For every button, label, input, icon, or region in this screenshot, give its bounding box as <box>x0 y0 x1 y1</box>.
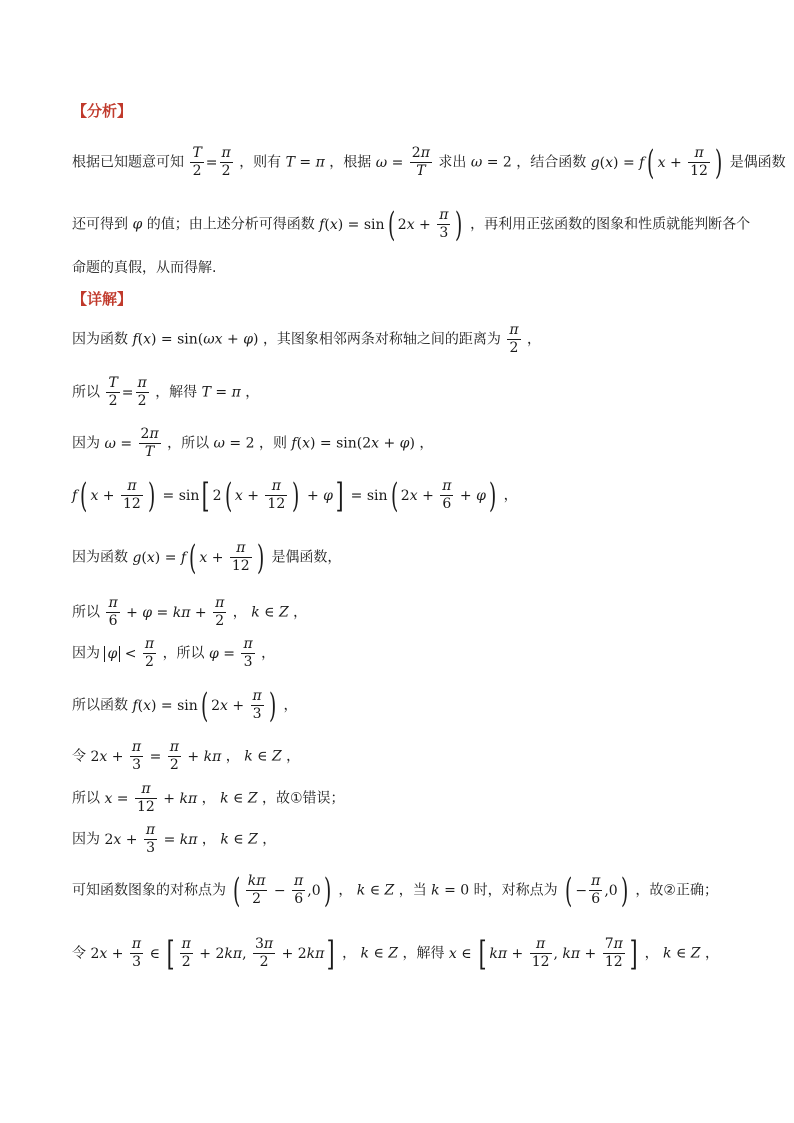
analysis-heading: 【分析】 <box>72 102 133 120</box>
analysis-line-3: 命题的真假，从而得解. <box>72 260 217 276</box>
analysis-line-2: 还可得到 φ 的值；由上述分析可得函数 f(x) = sin( 2x + $\frac{\pi}{3}$ ) ，再利用正弦函数的图象和性质就能判断各个 <box>72 204 751 245</box>
analysis-line-1: 根据已知题意可知 $\frac{T}{2}$ = $\frac{\pi}{2}$ ，则有 T = π ，根据 ω = $\frac{2\pi}{T}$ 求出 ω = 2 ，结合函数 g(x) = f( x + $\frac{\pi}{12}$ ) 是偶函数 <box>72 142 786 183</box>
detail-line-11: 因为 2x + $\frac{\pi}{3}$ = kπ ， k ∈ Z ， <box>72 822 277 856</box>
detail-line-9: 令 2x + $\frac{\pi}{3}$ = $\frac{\pi}{2}$ + kπ ， k ∈ Z ， <box>72 739 301 773</box>
detail-line-2: 所以 $\frac{T}{2}$ = $\frac{\pi}{2}$ ，解得 T = π ， <box>72 375 260 409</box>
detail-line-13: 令 2x + $\frac{\pi}{3}$ ∈ [ $\frac{\pi}{2}$ + 2kπ, $\frac{3\pi}{2}$ + 2kπ] ， k ∈ Z ，解得 x ∈ [ kπ + $\frac{\pi}{12}$ , kπ + $\frac{7\pi}{12}$ ] ， k ∈ Z ， <box>72 933 719 974</box>
detail-line-7: 因为 φ < $\frac{\pi}{2}$ ，所以 φ = $\frac{\pi}{3}$ ， <box>72 636 276 670</box>
detail-line-6: 所以 $\frac{\pi}{6}$ + φ = kπ + $\frac{\pi}{2}$ ， k ∈ Z ， <box>72 595 308 629</box>
detail-line-10: 所以 x = $\frac{\pi}{12}$ + kπ ， k ∈ Z ，故①错误； <box>72 781 345 815</box>
detail-line-1: 因为函数 f(x) = sin(ωx + φ) ，其图象相邻两条对称轴之间的距离为 $\frac{\pi}{2}$ ， <box>72 322 542 356</box>
detail-line-12: 可知函数图象的对称点为 ( $\frac{k\pi}{2}$ − $\frac{\pi}{6}$ ,0) ， k ∈ Z ，当 k = 0 时，对称点为 ( − $\frac{\pi}{6}$ ,0) ，故②正确； <box>72 870 718 911</box>
detail-line-8: 所以函数 f(x) = sin( 2x + $\frac{\pi}{3}$ ) ， <box>72 685 298 726</box>
detail-line-3: 因为 ω = $\frac{2\pi}{T}$ ，所以 ω = 2 ，则 f(x) = sin(2x + φ) ， <box>72 426 434 460</box>
detail-line-4: f( x + $\frac{\pi}{12}$ ) = sin[ 2( x + $\frac{\pi}{12}$ ) + φ] = sin( 2x + $\frac{\pi}{6}$ + φ) ， <box>72 475 518 516</box>
detail-line-5: 因为函数 g(x) = f( x + $\frac{\pi}{12}$ ) 是偶函数， <box>72 537 342 578</box>
detail-heading: 【详解】 <box>72 290 133 308</box>
